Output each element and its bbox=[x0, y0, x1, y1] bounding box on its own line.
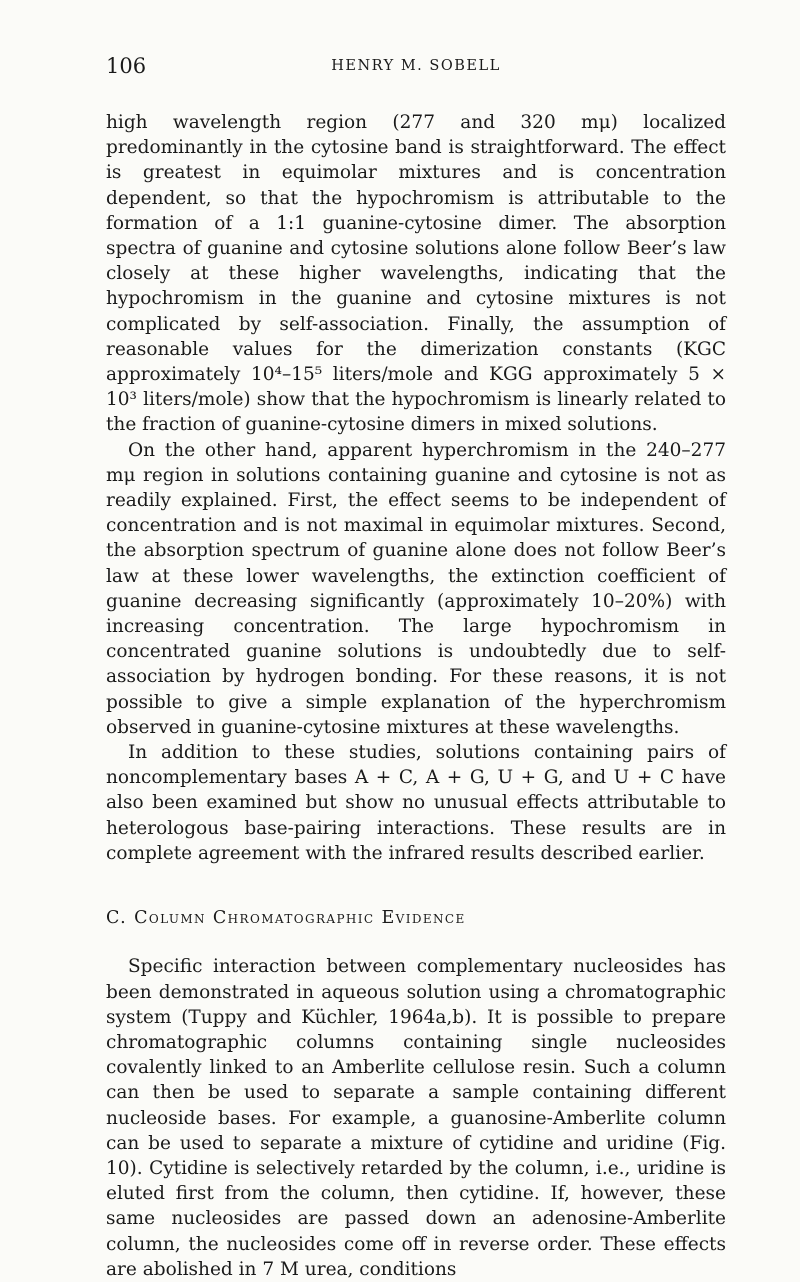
running-head-author: HENRY M. SOBELL bbox=[331, 58, 501, 74]
paragraph-noncomplementary: In addition to these studies, solutions containing pairs of noncomplementary bases A + C, A + G, U + G, and U + C have also been examined but show no unusual effects attributable to heterologous base-pairing interactions. These results are in complete agreement with the infrared results described earlier. bbox=[106, 742, 726, 864]
body-text bbox=[106, 110, 726, 1282]
running-head bbox=[106, 54, 726, 84]
paragraph-continued: high wavelength region (277 and 320 mμ) localized predominantly in the cytosine band is straightforward. The effect is greatest in equimolar mixtures and is concentration dependent, so that the hypochromism is attributable to the formation of a 1:1 guanine-cytosine dimer. The absorption spectra of guanine and cytosine solutions alone follow Beer’s law closely at these higher wavelengths, indicating that the hypochromism in the guanine and cytosine mixtures is not complicated by self-association. Finally, the assumption of reasonable values for the dimerization constants (KGC approximately 10⁴–15⁵ liters/mole and KGG approximately 5 × 10³ liters/mole) show that the hypochromism is linearly related to the fraction of guanine-cytosine dimers in mixed solutions. bbox=[106, 112, 726, 436]
section-heading: C. Column Chromatographic Evidence bbox=[106, 908, 466, 929]
paragraph-hyperchromism: On the other hand, apparent hyperchromism in the 240–277 mμ region in solutions containing guanine and cytosine is not as readily explained. First, the effect seems to be independent of concentration and is not maximal in equimolar mixtures. Second, the absorption spectrum of guanine alone does not follow Beer’s law at these lower wavelengths, the extinction coefficient of guanine decreasing significantly (approximately 10–20%) with increasing concentration. The large hypochromism in concentrated guanine solutions is undoubtedly due to self-association by hydrogen bonding. For these reasons, it is not possible to give a simple explanation of the hyperchromism observed in guanine-cytosine mixtures at these wavelengths. bbox=[106, 439, 726, 738]
page-number: 106 bbox=[106, 54, 147, 78]
paragraph-chromatographic: Specific interaction between complementary nucleosides has been demonstrated in aqueous solution using a chromatographic system (Tuppy and Küchler, 1964a,b). It is possible to prepare chromatographic columns containing single nucleosides covalently linked to an Amberlite cellulose resin. Such a column can then be used to separate a sample containing different nucleoside bases. For example, a guanosine-Amberlite column can be used to separate a mixture of cytidine and uridine (Fig. 10). Cytidine is selectively retarded by the column, i.e., uridine is eluted first from the column, then cytidine. If, however, these same nucleosides are passed down an adenosine-Amberlite column, the nucleosides come off in reverse order. These effects are abolished in 7 M urea, conditions bbox=[106, 956, 726, 1280]
